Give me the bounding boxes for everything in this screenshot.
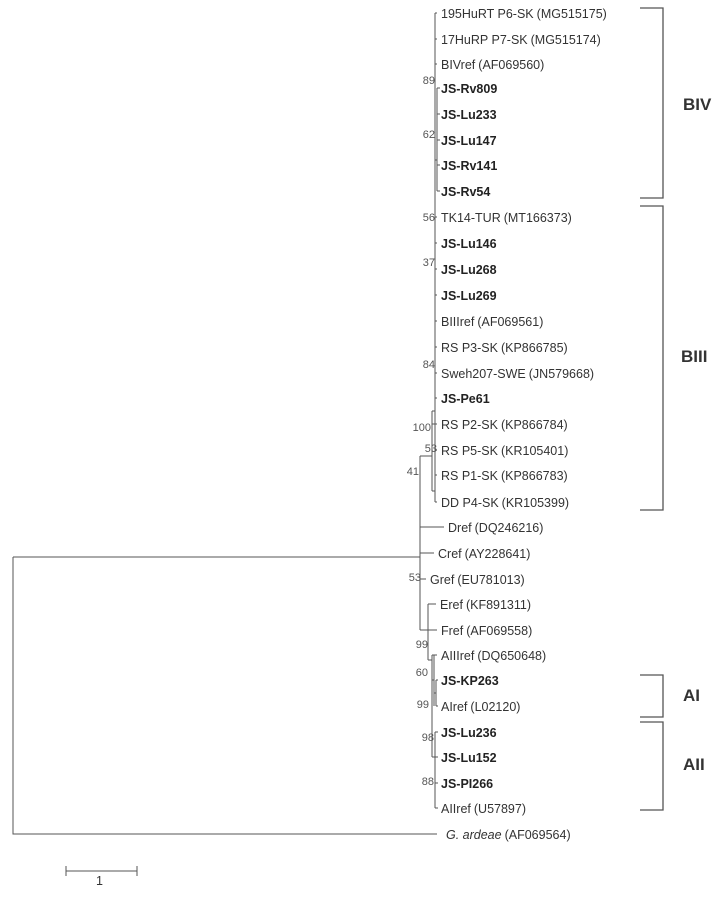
leaf-label: BIIIref (AF069561) [441, 315, 544, 329]
leaf-label: AIref (L02120) [441, 700, 521, 714]
clade-label-biv: BIV [683, 95, 712, 114]
leaf-label: JS-Lu236 [441, 726, 497, 740]
leaf-label: AIIref (U57897) [441, 802, 526, 816]
leaf-label: TK14-TUR (MT166373) [441, 211, 572, 225]
leaf-label: RS P3-SK (KP866785) [441, 341, 568, 355]
leaf-label: Cref (AY228641) [438, 547, 531, 561]
leaf-label: JS-Lu269 [441, 289, 497, 303]
bootstrap-value: 60 [415, 667, 428, 679]
clade-label-aii: AII [683, 755, 705, 774]
bootstrap-value: 99 [416, 699, 429, 711]
leaf-label: JS-Pe61 [441, 392, 490, 406]
bootstrap-value: 84 [422, 359, 435, 371]
bootstrap-value: 53 [408, 572, 421, 584]
bootstrap-value: 41 [406, 466, 419, 478]
bootstrap-value: 99 [415, 639, 428, 651]
branch-root [13, 557, 437, 834]
leaf-label: JS-Lu233 [441, 108, 497, 122]
leaf-label: JS-Lu146 [441, 237, 497, 251]
leaf-label: JS-Rv54 [441, 185, 491, 199]
bootstrap-value: 89 [422, 75, 435, 87]
leaf-label: AIIIref (DQ650648) [441, 649, 547, 663]
bracket-ai [640, 675, 663, 717]
bracket-biii [640, 206, 663, 510]
leaf-label: JS-Rv141 [441, 159, 498, 173]
leaf-label: DD P4-SK (KR105399) [441, 496, 570, 510]
leaf-label: RS P1-SK (KP866783) [441, 469, 568, 483]
leaf-label: Sweh207-SWE (JN579668) [441, 367, 595, 381]
bootstrap-value: 62 [422, 129, 435, 141]
leaf-label: JS-KP263 [441, 674, 499, 688]
clade-label-ai: AI [683, 686, 700, 705]
leaf-label: JS-Rv809 [441, 82, 498, 96]
leaf-label: 195HuRT P6-SK (MG515175) [441, 7, 607, 21]
clade-label-biii: BIII [681, 347, 708, 366]
bootstrap-value: 100 [412, 422, 431, 434]
leaf-label: RS P5-SK (KR105401) [441, 444, 569, 458]
bracket-biv [640, 8, 663, 198]
leaf-label: JS-Lu152 [441, 751, 497, 765]
bootstrap-value: 88 [421, 776, 434, 788]
leaf-label: G. ardeae (AF069564) [446, 828, 571, 842]
leaf-label: JS-Lu268 [441, 263, 497, 277]
bootstrap-value: 37 [422, 257, 435, 269]
leaf-label: BIVref (AF069560) [441, 58, 545, 72]
leaf-label: Dref (DQ246216) [448, 521, 544, 535]
leaf-label: JS-PI266 [441, 777, 494, 791]
scale-bar-label: 1 [96, 874, 103, 888]
leaf-label: Fref (AF069558) [441, 624, 533, 638]
bracket-aii [640, 722, 663, 810]
leaf-label: JS-Lu147 [441, 134, 497, 148]
leaf-label: Eref (KF891311) [440, 598, 532, 612]
leaf-label: 17HuRP P7-SK (MG515174) [441, 33, 601, 47]
bootstrap-value: 98 [421, 732, 434, 744]
leaf-label: Gref (EU781013) [430, 573, 525, 587]
bootstrap-value: 56 [422, 212, 435, 224]
bootstrap-value: 53 [424, 443, 437, 455]
leaf-label: RS P2-SK (KP866784) [441, 418, 568, 432]
